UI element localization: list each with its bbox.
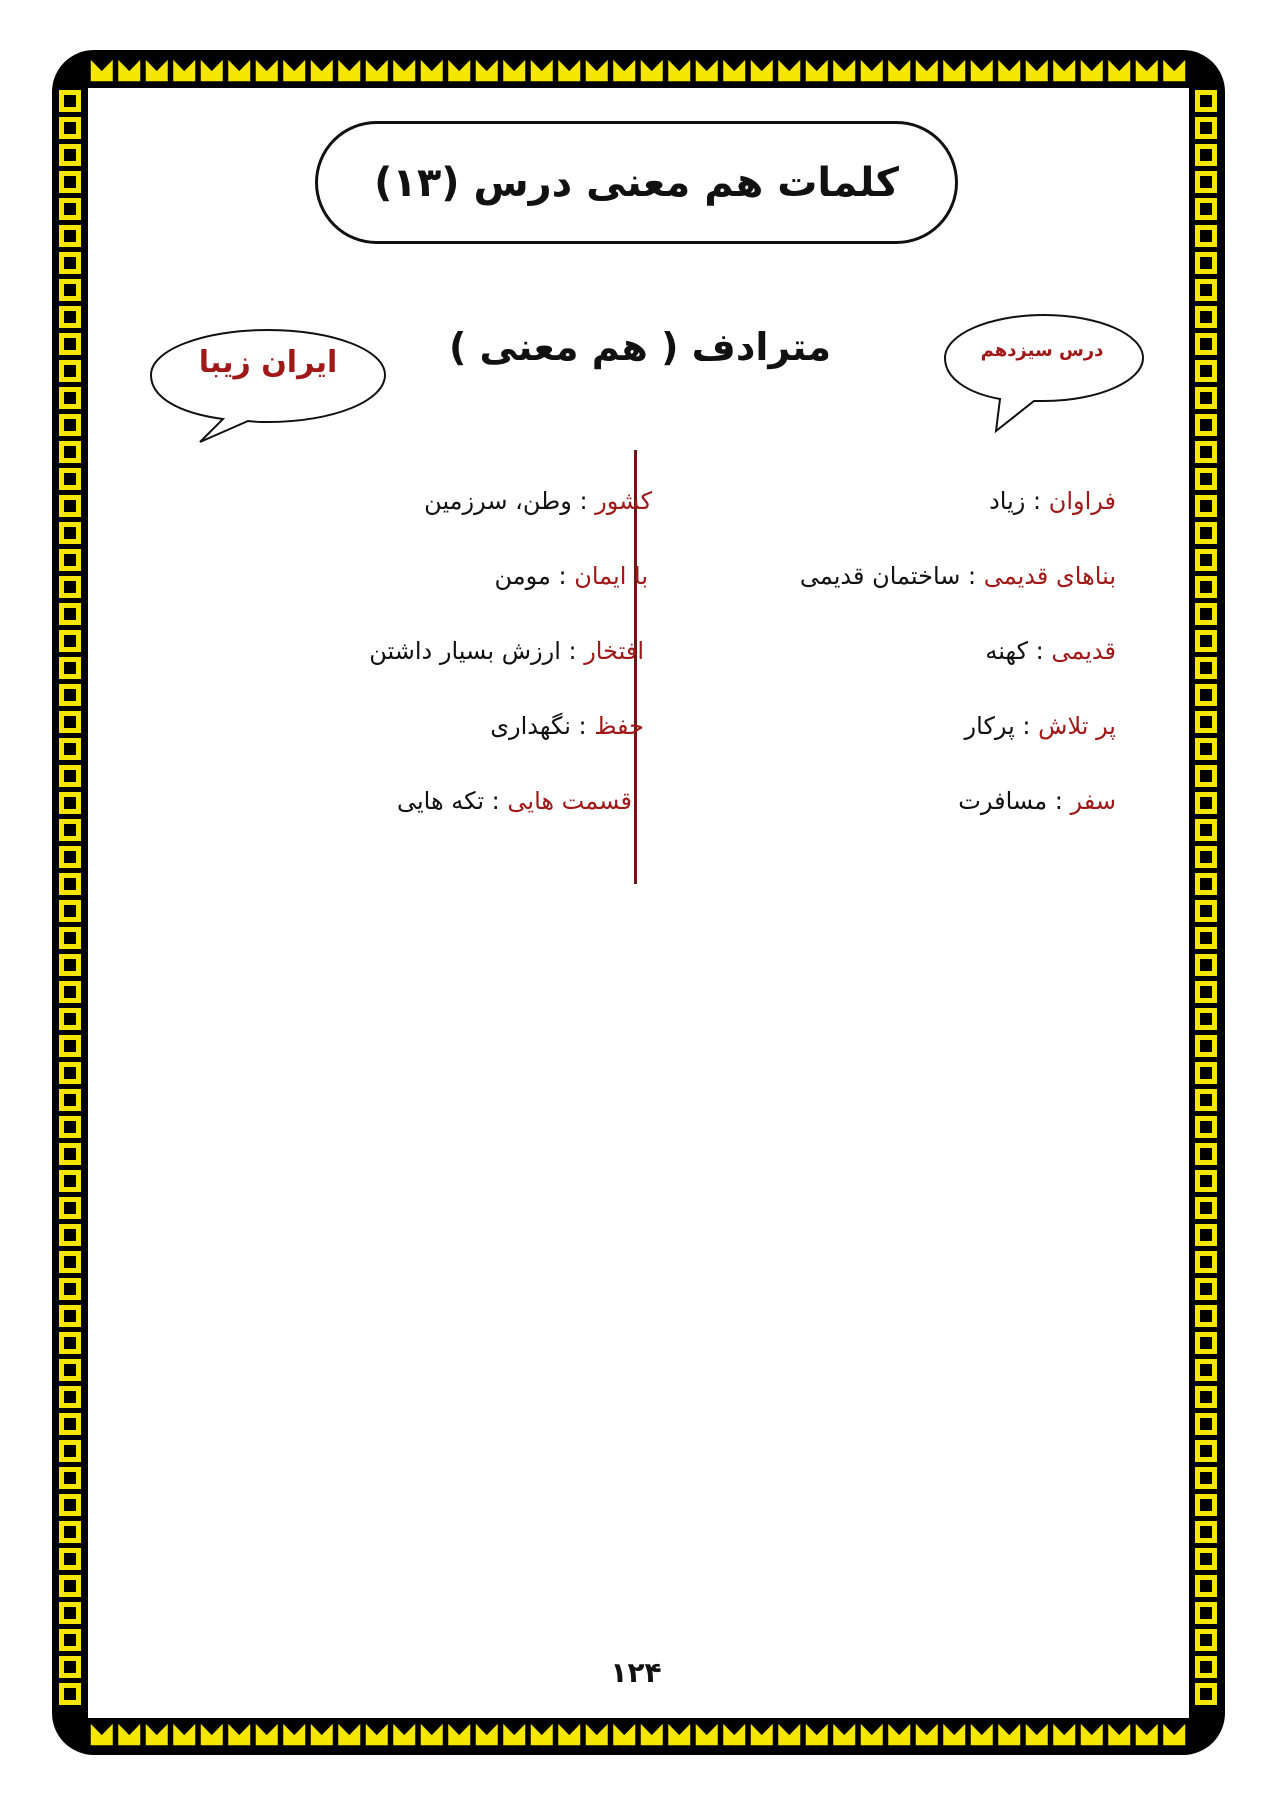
section-heading: مترادف ( هم معنی ) [448,325,832,369]
term: قدیمی [1051,637,1116,665]
term: سفر [1070,787,1116,815]
top-border-pattern [88,54,1188,86]
term: فراوان [1048,487,1116,515]
list-item [397,787,632,815]
separator: : [1028,637,1052,665]
separator: : [484,787,508,815]
left-border-pattern [56,88,84,1718]
term: کشور [595,487,652,515]
meaning: مسافرت [958,787,1048,815]
separator: : [1025,487,1049,515]
page-title: کلمات هم معنی درس (۱۳) [315,121,958,244]
term: حفظ [594,712,644,740]
separator: : [1014,712,1039,740]
meaning: کهنه [985,637,1029,665]
meaning: نگهداری [490,712,571,740]
meaning: وطن، سرزمین [424,487,572,515]
meaning: ارزش بسیار داشتن [369,637,561,665]
term: با ایمان [574,562,648,590]
list-item [965,712,1116,740]
separator: : [1047,787,1071,815]
right-border-pattern [1192,88,1220,1718]
separator: : [550,562,575,590]
list-item [800,562,1116,590]
list-item [985,637,1116,665]
speech-bubble-left [148,325,388,449]
term: پر تلاش [1038,712,1116,740]
list-item [958,787,1116,815]
separator: : [571,487,596,515]
term: بناهای قدیمی [983,562,1116,590]
page-number: ۱۲۴ [610,1656,662,1689]
list-item [490,712,644,740]
meaning: زیاد [989,487,1026,515]
speech-bubble-right [942,311,1146,439]
term: قسمت هایی [507,787,632,815]
meaning: ساختمان قدیمی [799,562,961,590]
column-divider [634,450,637,884]
list-item [369,637,644,665]
separator: : [960,562,984,590]
bubble-left-label: ایران زیبا [198,345,338,380]
list-item [989,487,1116,515]
meaning: تکه هایی [396,787,485,815]
list-item [494,562,648,590]
bottom-border-pattern [88,1718,1188,1750]
list-item [424,487,652,515]
separator: : [570,712,595,740]
meaning: پرکار [964,712,1015,740]
term: افتخار [584,637,644,665]
meaning: مومن [494,562,551,590]
bubble-right-label: درس سیزدهم [980,340,1104,361]
separator: : [560,637,585,665]
